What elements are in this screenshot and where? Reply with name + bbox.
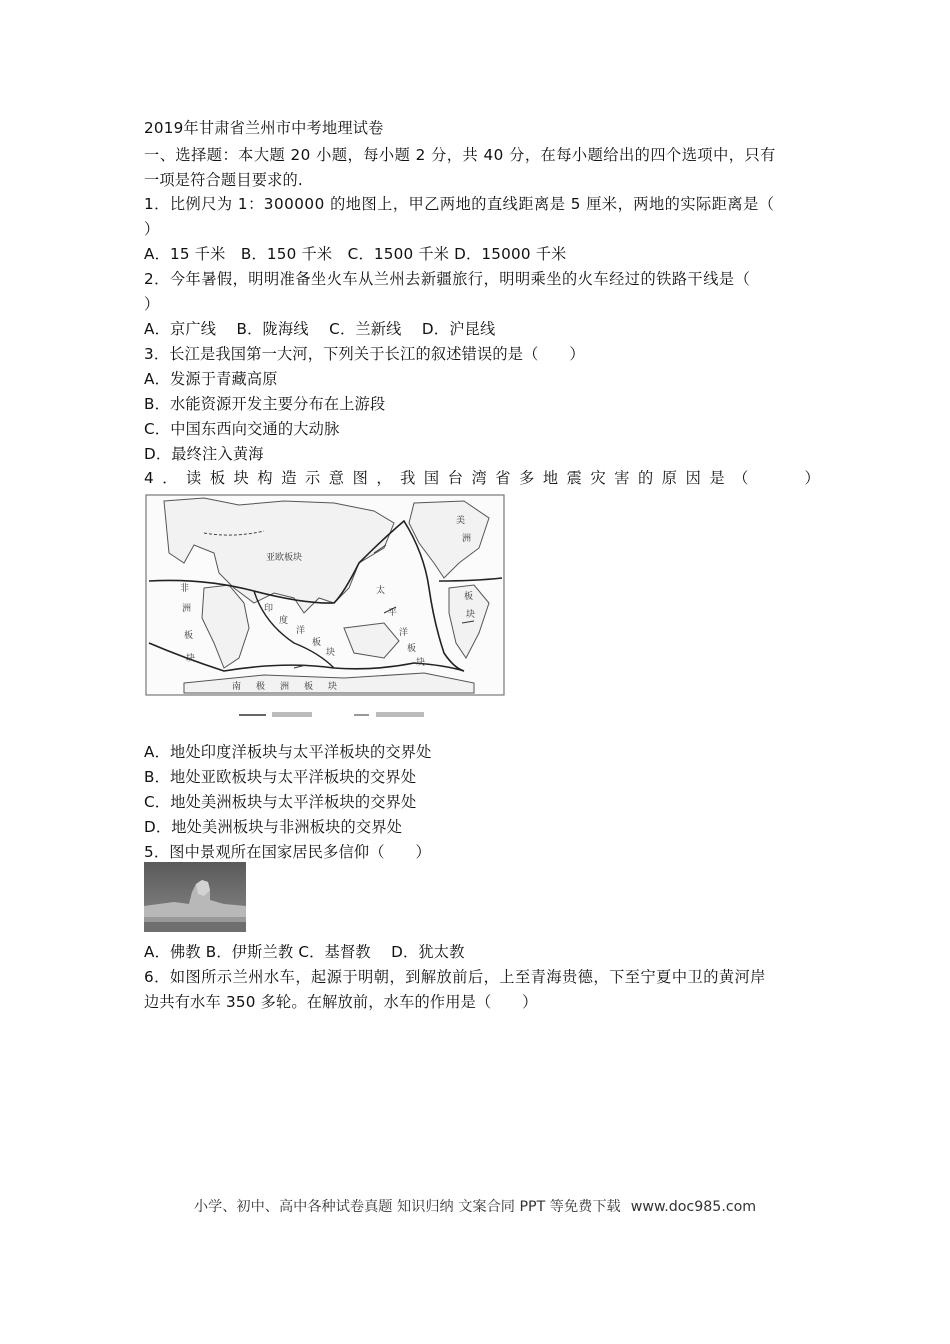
question-4: 4．读板块构造示意图，我国台湾省多地震灾害的原因是（ ） <box>144 469 829 487</box>
question-3-option-c: C．中国东西向交通的大动脉 <box>144 420 340 438</box>
question-5-options: A．佛教 B．伊斯兰教 C．基督教 D．犹太教 <box>144 943 465 961</box>
map-label-america-4: 块 <box>466 610 476 620</box>
question-6: 6．如图所示兰州水车，起源于明朝，到解放前后，上至青海贵德，下至宁夏中卫的黄河岸 <box>144 968 766 986</box>
legend-boundary-text-mark <box>272 712 312 717</box>
question-2-cont: ） <box>144 295 160 313</box>
question-4-option-c: C．地处美洲板块与太平洋板块的交界处 <box>144 793 417 811</box>
section-instructions-line1: 一、选择题：本大题 20 小题，每小题 2 分，共 40 分，在每小题给出的四个选项中，只有 <box>144 146 776 164</box>
question-3: 3．长江是我国第一大河，下列关于长江的叙述错误的是（ ） <box>144 345 585 363</box>
question-1-options: A．15 千米 B．150 千米 C．1500 千米 D．15000 千米 <box>144 245 567 263</box>
map-label-antarctic-3: 洲 <box>280 682 290 692</box>
map-label-pacific-4: 板 <box>407 644 417 654</box>
map-label-antarctic-2: 极 <box>256 682 266 692</box>
map-label-antarctic-5: 块 <box>328 682 338 692</box>
sphinx-photo <box>144 862 246 932</box>
section-instructions-line2: 一项是符合题目要求的. <box>144 171 303 189</box>
map-label-america-3: 板 <box>464 592 474 602</box>
question-1-cont: ） <box>144 220 160 238</box>
legend-direction-text-mark <box>376 712 424 717</box>
map-label-pacific-5: 块 <box>416 658 426 668</box>
question-2-options: A．京广线 B．陇海线 C．兰新线 D．沪昆线 <box>144 320 496 338</box>
question-3-option-b: B．水能资源开发主要分布在上游段 <box>144 395 386 413</box>
map-label-antarctic-4: 板 <box>304 682 314 692</box>
footer-url[interactable]: www.doc985.com <box>630 1199 757 1215</box>
map-label-africa-4: 块 <box>186 654 196 664</box>
map-label-pacific-3: 洋 <box>399 628 409 638</box>
map-label-indian-4: 板 <box>312 638 322 648</box>
map-label-africa-2: 洲 <box>182 604 192 614</box>
map-label-antarctic-1: 南 <box>232 682 242 692</box>
question-3-option-d: D．最终注入黄海 <box>144 445 264 463</box>
question-6-cont: 边共有水车 350 多轮。在解放前，水车的作用是（ ） <box>144 993 538 1011</box>
exam-title: 2019年甘肃省兰州市中考地理试卷 <box>144 119 384 137</box>
map-label-pacific-2: 平 <box>388 608 398 618</box>
map-label-indian-5: 块 <box>326 648 336 658</box>
map-label-africa-1: 非 <box>180 584 190 594</box>
question-1: 1．比例尺为 1：300000 的地图上，甲乙两地的直线距离是 5 厘米，两地的实际距离是（ <box>144 195 775 213</box>
map-label-indian-3: 洋 <box>296 626 306 636</box>
map-label-indian-1: 印 <box>264 604 274 614</box>
question-4-option-a: A．地处印度洋板块与太平洋板块的交界处 <box>144 743 432 761</box>
map-label-america-1: 美 <box>456 516 466 526</box>
question-4-option-b: B．地处亚欧板块与太平洋板块的交界处 <box>144 768 417 786</box>
question-2: 2．今年暑假，明明准备坐火车从兰州去新疆旅行，明明乘坐的火车经过的铁路干线是（ <box>144 270 751 288</box>
map-label-indian-2: 度 <box>279 616 289 626</box>
map-label-eurasia: 亚欧板块 <box>266 553 303 563</box>
page-footer <box>0 1196 950 1216</box>
question-5: 5．图中景观所在国家居民多信仰（ ） <box>144 843 431 861</box>
plate-tectonics-map <box>144 493 506 723</box>
question-4-option-d: D．地处美洲板块与非洲板块的交界处 <box>144 818 403 836</box>
map-label-america-2: 洲 <box>462 534 472 544</box>
map-label-pacific-1: 太 <box>376 586 386 596</box>
question-3-option-a: A．发源于青藏高原 <box>144 370 278 388</box>
footer-text: 小学、初中、高中各种试卷真题 知识归纳 文案合同 PPT 等免费下载 <box>193 1199 621 1215</box>
map-label-africa-3: 板 <box>184 631 194 641</box>
